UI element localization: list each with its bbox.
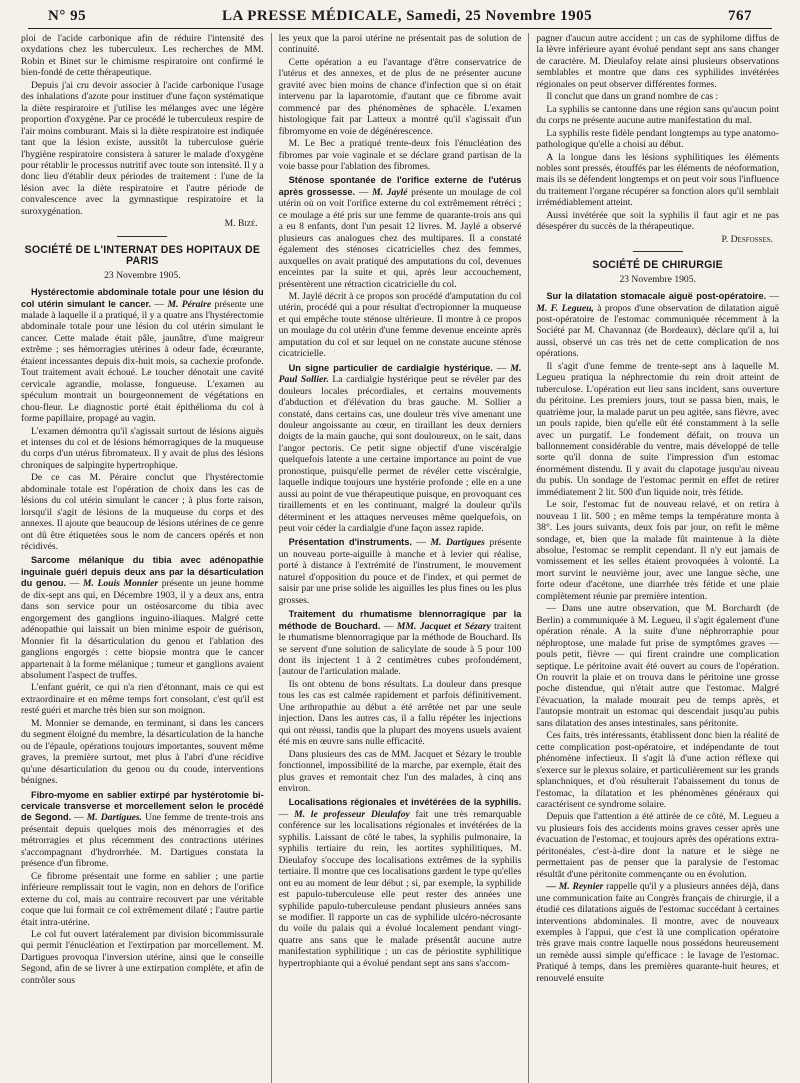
paragraph: Ils ont obtenu de bons résultats. La douleur dans presque tous les cas est calmée rapidement et parfois définitivement. Une arthropathie au début a été arrêtée net par une seule injection. Dans les autres cas, il a fallu répéter les injections qui ont réussi, tandis que la plupart des moyens usuels avaient été mis en œuvre sans nulle efficacité. xyxy=(278,678,522,748)
paragraph: ploi de l'acide carbonique afin de réduire l'intensité des oxydations chez les tuberculeux. Les recherches de MM. Robin et Binet sur le chimisme respiratoire ont confirmé le bien-fondé de cette thérapeutique. xyxy=(21,33,264,79)
article-heading: Un signe particulier de cardialgie hystérique. xyxy=(288,362,493,373)
column-1 xyxy=(14,33,271,1083)
paragraph: Il conclut que dans un grand nombre de cas : xyxy=(546,91,719,103)
paragraph: La syphilis se cantonne dans une région sans qu'aucun point du corps ne présente aucune autre manifestation du mal. xyxy=(536,103,780,127)
article xyxy=(536,881,779,984)
column-2 xyxy=(271,33,529,1083)
section-date: 23 Novembre 1905. xyxy=(619,273,696,285)
paragraph: Il s'agit d'une femme de trente-sept ans à laquelle M. Legueu pratiqua la néphrectomie du rein droit atteint de tuberculose. L'opération eut lieu sans incident, sans ouverture du péritoine. Les premiers jours, tout se passa bien, mais, le quatrième jour, la malade parut un peu agitée, sans fièvre, avec un pouls rapide, bien qu'elle eût été constamment à la selle avec un purgatif. Le fondement défait, on trouva un ballonnement considérable du ventre, mais développé de telle sorte qu'il donna de suite l'impression d'un estomac énormément distendu. Il y avait du clapotage jusqu'au niveau du pubis. Un sondage de l'estomac permit en effet de retirer immédiatement 2 lit. 500 d'un liquide noir, très fétide. xyxy=(536,360,780,498)
article-text: présente un jeune homme de dix-sept ans qui, en Décembre 1903, il y a deux ans, entra dans son service pour un ostéosarcome du tibia avec engorgement des ganglions inguino-iliaques. Malgré cette adénopathie qui laissait un bien minime espoir de guérison, Monnier fit la désarticulation du genou et l'ablation des ganglions engorgés : cette biopsie montra que le cancer appartenait à la forme mélanique ; tumeur et ganglions avaient absolument l'aspect de truffes. xyxy=(21,578,264,682)
article-author: — M. Reynier xyxy=(546,881,604,893)
article: Fibro-myome en sablier extirpé par hystérotomie bi-cervicale transverse et morcellement selon le procédé de Segond. — M. Dartigues. Une femme de trente-trois ans présentait depuis quelques mois des ménorragies et des métrorragies et plus récemment des contractions utérines s'accompagnant d'hydrorrhée. M. Dartigues constata la présence d'un fibrome. xyxy=(21,789,264,870)
article-text: La cardialgie hystérique peut se révéler par des douleurs locales précordiales, et certains mouvements d'abduction et d'élévation du bras gauche. M. Sollier a constaté, dans certains cas, une douleur très vive amenant une douleur angoissante au cœur, en tiraillant les deux derniers doigts de la main gauche, qui sont douloureux, on le sait, dans l'angor pectoris. Ce petit signe objectif d'une viscéralgie quelquefois latente a une certaine importance au point de vue pronostique, puisqu'elle permet de révéler cette viscéralgie, laquelle indique toujours une hystérie profonde ; elle en a une aussi au point de vue thérapeutique puisque, en provoquant ces tiraillements et en les continuant, malgré la douleur qu'ils déterminent et les attaques nerveuses même quelquefois, on peut voir céder la cardialgie d'une façon assez rapide. xyxy=(278,374,522,535)
section-title: SOCIÉTÉ DE L'INTERNAT DES HOPITAUX DE PARIS xyxy=(24,243,261,268)
article-heading: Sténose spontanée de l'orifice externe de l'utérus après grossesse. xyxy=(278,175,522,197)
paragraph: les yeux que la paroi utérine ne présentait pas de solution de continuité. xyxy=(278,33,522,56)
paragraph: Cette opération a eu l'avantage d'être conservatrice de l'utérus et des annexes, et de plus de ne présenter aucune gravité avec bien moins de chance d'infection que si on était intervenu par la laparotomie, d'autant que ce fibrome avait commencé par des phénomènes de sphacèle. L'examen histologique fait par Latteux a montré qu'il s'agissait d'un fibromyome en voie de dégénérescence. xyxy=(278,56,522,137)
article-author: MM. Jacquet et Sézary xyxy=(396,620,491,632)
paragraph: Ces faits, très intéressants, établissent donc bien la réalité de cette complication post-opératoire, et indépendante de tout phénomène infectieux. Il s'agit là d'une action réflexe qui s'exerce sur le plexus solaire, et particulièrement sur les grands splanchniques, et d'où résulterait l'abaissement du tonus de l'estomac, la dilatation et les phénomènes généraux qui caractérisent ce syndrome solaire. xyxy=(536,730,780,810)
article-heading: Sarcome mélanique du tibia avec adénopathie inguinale guéri depuis deux ans par la désarticulation du genou. xyxy=(21,555,264,589)
paragraph: Depuis j'ai cru devoir associer à l'acide carbonique l'usage des inhalations d'azote pour instituer d'une façon systématique la diète respiratoire et j'utilise les mélanges avec une légère proportion d'oxygène. Par ce procédé le tuberculeux respire de l'air moins comburant. Mais si la diète respiratoire est indiquée tant que la lésion existe, aussitôt la tuberculose guérie l'hygiène respiratoire consistera à saturer le malade d'oxygène pour rétablir le processus nutritif avec toute son intensité. Il y a donc lieu d'établir deux périodes de traitement : l'une de la lésion avec la diète respiratoire et l'autre période de convalescence avec la gymnastique respiratoire et la suroxygénation. xyxy=(21,79,264,217)
article: Sur la dilatation stomacale aiguë post-opératoire. — M. F. Legueu, à propos d'une observation de dilatation aiguë post-opératoire de l'estomac communiquée récemment à la Société par M. Chavannaz (de Bordeaux), déclare qu'il a, lui aussi, observé un cas très net de cette complication de nos opérations. xyxy=(536,291,780,360)
paragraph: Ce fibrome présentait une forme en sablier ; une partie inférieure remplissait tout le vagin, non en dehors de l'orifice externe du col, mais au contraire recouvert par une véritable coque que lui formait ce col extrêmement dilaté ; l'autre partie était intra-utérine. xyxy=(21,870,264,928)
paragraph: Aussi invétérée que soit la syphilis il faut agir et ne pas désespérer du succès de la thérapeutique. xyxy=(536,209,780,233)
paragraph: Le col fut ouvert latéralement par division bicommissurale qui permit l'énucléation et l'extirpation par morcellement. M. Dartigues provoqua l'inversion utérine, ainsi que le conseille Segond, afin de se livrer à une extirpation complète, et afin de contrôler sous xyxy=(21,928,264,986)
article-text: rappelle qu'il y a plusieurs années déjà, dans une communication faite au Congrès français de chirurgie, il a étudié ces dilatations aiguës de l'estomac succédant à certaines interventions abdominales. Il montre, avec de nouveaux exemples à l'appui, que c'est là une complication opératoire très grave mais contre laquelle nous possédons heureusement un remède aussi simple qu'efficace : le lavage de l'estomac. Pratiqué à temps, dans les premières quarante-huit heures, et renouvelé ensuite xyxy=(536,881,780,984)
article-heading: Présentation d'instruments. xyxy=(288,537,412,548)
issue-number: N° 95 xyxy=(48,8,87,24)
article-text: présente un nouveau porte-aiguille à manche et à levier qui réalise, porté à distance à l'extrémité de l'instrument, le mouvement naturel d'opposition du pouce et de l'index, et qui permet de saisir par une prise solide les aiguilles les plus fines ou les plus grosses. xyxy=(278,537,522,606)
article-author: M. F. Legueu, xyxy=(536,302,594,314)
article-heading: Traitement du rhumatisme blennorragique par la méthode de Bouchard. xyxy=(278,609,522,631)
separator xyxy=(117,236,167,237)
page-header xyxy=(14,8,786,28)
article-author: M. Jaylé xyxy=(372,186,408,198)
paragraph: Le soir, l'estomac fut de nouveau relavé, et on retira à nouveau 1 lit. 500 ; en même temps la température monta à 38°. Les jours suivants, deux fois par jour, on refit le même sondage, et, bien que la malade fût maintenue à la diète absolue, l'estomac se remplit cependant. Il n'y eut jamais de vomissement et les selles étaient provoquées à volonté. La mort survint le neuvième jour, avec une langue sèche, une forte odeur d'acétone, une diarrhée très fétide et une plaie complètement réunie par première intention. xyxy=(536,499,780,602)
article: Présentation d'instruments. — M. Dartigues présente un nouveau porte-aiguille à manche et à levier qui réalise, porté à distance à l'extrémité de l'instrument, le mouvement naturel d'opposition du pouce et de l'index, et qui permet de saisir par une prise solide les aiguilles les plus fines ou les plus grosses. xyxy=(278,537,522,606)
article-text: fait une très remarquable conférence sur les localisations régionales et invétérées de la syphilis. Laissant de côté le tabes, la syphilis pulmonaire, la syphilis tertiaire du rein, les aortites syphilitiques, M. Dieulafoy s'occupe des localisations extrêmes de la syphilis tertiaire. Il montre que ces localisations gardent le type qu'elles ont eu au moment de leur début ; si, par exemple, la syphilide est papulo-tuberculeuse elle peut rester des années une syphilide papulo-tuberculeuse pendant plusieurs années sans se modifier. Il rapporte un cas de syphilide ulcéro-nécrosante du voile du palais qui a évolué localement pendant vingt-quatre ans sans que le malade présentât aucune autre manifestation syphilitique ; un cas de périostite syphilitique hypertrophiante qui a évolué pendant sept ans sans s'accom- xyxy=(278,808,522,969)
article-text: présente une malade à laquelle il a pratiqué, il y a quatre ans l'hystérectomie abdominale totale pour une lésion du col utérin simulant le cancer. Cette malade était pâle, jaunâtre, d'une maigreur extrême ; ses hémorragies utérines à odeur fade, écœurante, étaient incessantes depuis dix-huit mois, sa cachexie profonde. Tout traitement avait échoué. Le toucher dénotait une cavité cervicale agrandie, molasse, fongueuse. L'examen au spéculum montrait un bourgeonnement de végétations en chou-fleur. Le diagnostic porté était épithélioma du col à forme papillaire, propagé au vagin. xyxy=(21,298,264,425)
article-author: M. le professeur Dieulafoy xyxy=(294,808,410,820)
header-rule xyxy=(28,28,772,29)
paragraph: M. Jaylé décrit à ce propos son procédé d'amputation du col utérin, procédé qui a pour résultat d'ectropionner la muqueuse et qui empêche toute sténose ultérieure. Il montre à ce propos un moulage du col utérin d'une femme devenue enceinte après amputation du col et sur lequel on ne constate aucune sténose cicatricielle. xyxy=(278,290,522,360)
article-heading: Hystérectomie abdominale totale pour une lésion du col utérin simulant le cancer. xyxy=(21,287,264,309)
paragraph: M. Le Bec a pratiqué trente-deux fois l'énucléation des fibromes par voie vaginale et se déclare grand partisan de la voie basse pour l'ablation des fibromes. xyxy=(278,138,522,172)
section-title: SOCIÉTÉ DE CHIRURGIE xyxy=(592,259,723,272)
paragraph: Depuis que l'attention a été attirée de ce côté, M. Legueu a vu plusieurs fois des accidents moins graves cesser après une évacuation de l'estomac, et toujours après des opérations extra-péritonéales, c'est-à-dire dont la nature et le siège ne permettaient pas de penser que la paralysie de l'estomac résultât d'une péritonite commençante ou en évolution. xyxy=(536,811,780,880)
article: Localisations régionales et invétérées de la syphilis. — M. le professeur Dieulafoy fait une très remarquable conférence sur les localisations régionales et invétérées de la syphilis. Laissant de côté le tabes, la syphilis pulmonaire, la syphilis tertiaire du rein, les aortites syphilitiques, M. Dieulafoy s'occupe des localisations extrêmes de la syphilis tertiaire. Il montre que ces localisations gardent le type qu'elles ont eu au moment de leur début ; si, par exemple, la syphilide est papulo-tuberculeuse elle peut rester des années une syphilide papulo-tuberculeuse pendant plusieurs années sans se modifier. Il rapporte un cas de syphilide ulcéro-nécrosante du voile du palais qui a évolué localement pendant vingt-quatre ans sans que le malade présentât aucune autre manifestation syphilitique ; un cas de périostite syphilitique hypertrophiante qui a évolué pendant sept ans sans s'accom- xyxy=(278,797,522,969)
journal-title: LA PRESSE MÉDICALE, Samedi, 25 Novembre 1905 xyxy=(222,8,593,24)
separator xyxy=(633,251,683,252)
article-author: M. Louis Monnier xyxy=(82,578,159,590)
article-author: M. Péraire xyxy=(167,298,212,310)
article: Un signe particulier de cardialgie hystérique. — M. Paul Sollier. La cardialgie hystérique peut se révéler par des douleurs locales précordiales, et certains mouvements d'abduction et d'élévation du bras gauche. M. Sollier a constaté, dans certains cas, une douleur très vive amenant une douleur angoissante au cœur, en tiraillant les deux derniers doigts de la main gauche, qui sont douloureux, on le sait, dans l'angor pectoris. Ce petit signe objectif d'une viscéralgie quelquefois latente a une certaine importance au point de vue pronostique, puisqu'elle permet de révéler cette viscéralgie, laquelle indique toujours une hystérie profonde ; elle en a une aussi au point de vue thérapeutique puisque, en provoquant ces tiraillements et en les continuant, malgré la douleur qu'ils déterminent et les attaques nerveuses même quelquefois, on peut voir céder la cardialgie d'une façon assez rapide. xyxy=(278,362,522,535)
paragraph: De ce cas M. Péraire conclut que l'hystérectomie abdominale totale est l'opération de choix dans les cas de lésions du col utérin simulant le cancer ; à plus forte raison, lorsqu'il s'agit de lésions de la muqueuse du corps et des annexes. Il ajoute que beaucoup de lésions utérines de ce genre ont dû être étiquetées sous le nom de cancers opérés et non récidivés. xyxy=(21,472,264,553)
article-author: M. Dartigues xyxy=(430,537,485,549)
article-text: traitent le rhumatisme blennorragique par la méthode de Bouchard. Ils se servent d'une solution de salicylate de soude à 5 pour 100 dont ils injectent 1 à 2 centimètres cubes profondément, [autour de l'articulation malade. xyxy=(278,620,522,678)
paragraph: M. Monnier se demande, en terminant, si dans les cancers du segment éloigné du membre, la désarticulation de la hanche ou de l'épaule, opérations toujours importantes, souvent même graves, la première surtout, met plus à l'abri d'une récidive qu'une désarticulation du genou ou du coude, interventions bénignes. xyxy=(21,717,264,787)
paragraph: A la longue dans les lésions syphilitiques les éléments nobles sont pressés, étouffés par les éléments de néoformation, mais ils se défendent longtemps et on peut voir sous l'influence du traitement l'organe récupérer sa fonction alors qu'il semblait irrémédiablement atteint. xyxy=(536,151,780,209)
article-text: à propos d'une observation de dilatation aiguë post-opératoire de l'estomac communiquée récemment à la Société par M. Chavannaz (de Bordeaux), déclare qu'il a, lui aussi, observé un cas très net de cette complication de nos opérations. xyxy=(536,302,780,360)
article-text: présente un moulage de col utérin où on voit l'orifice externe du col extrêmement rétréci ; ce moulage a été pris sur une femme de quarante-trois ans qui a eu 8 enfants, dont l'un pesait 12 livres. M. Jaylé a observé plusieurs cas analogues chez des multipares. Il a constaté également des sténoses cicatricielles chez des femmes, auxquelles on avait pratiqué des amputations du col, devenues enceintes par la suite et qui, après leur accouchement, présentèrent une rétraction cicatricielle du col. xyxy=(278,186,522,290)
article-heading: Sur la dilatation stomacale aiguë post-opératoire. xyxy=(546,291,767,302)
paragraph: Dans plusieurs des cas de MM. Jacquet et Sézary le trouble fonctionnel, impossibilité de la marche, par exemple, était des plus graves et remontait chez l'un des malades, à cinq ans environ. xyxy=(278,748,522,794)
column-3 xyxy=(528,33,786,1083)
paragraph: — Dans une autre observation, que M. Borchardt (de Berlin) a communiquée à M. Legueu, il s'agit également d'une opération rénale. A la suite d'une néphrorraphie pour néphroptose, une malade fut prise de symptômes graves — pouls petit, fièvre — qui firent craindre une complication septique. Le péritoine avait été ouvert au cours de l'opération. On rouvrit la plaie et on trouva dans le péritoine une grosse poche distendue, qui n'était autre que l'estomac. Malgré l'évacuation, la malade mourait peu de temps après, et l'autopsie montrait un estomac qui descendait jusqu'au pubis sans dilatation des anses intestinales, sans péritonite. xyxy=(536,603,780,729)
article-heading: Localisations régionales et invétérées de la syphilis. xyxy=(288,797,522,808)
article: Traitement du rhumatisme blennorragique par la méthode de Bouchard. — MM. Jacquet et Sézary traitent le rhumatisme blennorragique par la méthode de Bouchard. Ils se servent d'une solution de salicylate de soude à 5 pour 100 dont ils injectent 1 à 2 centimètres cubes profondément, [autour de l'articulation malade. xyxy=(278,609,522,678)
paragraph: pagner d'aucun autre accident ; un cas de syphilome diffus de la lèvre inférieure ayant évolué pendant sept ans sans changer de caractère. M. Dieulafoy relate ainsi plusieurs observations semblables et montre que dans ces syphilides invétérées régionales on peut observer différentes formes. xyxy=(536,33,780,90)
article: Sarcome mélanique du tibia avec adénopathie inguinale guéri depuis deux ans par la désarticulation du genou. — M. Louis Monnier présente un jeune homme de dix-sept ans qui, en Décembre 1903, il y a deux ans, entra dans son service pour un ostéosarcome du tibia avec engorgement des ganglions inguino-iliaques. Malgré cette adénopathie qui laissait un bien minime espoir de guérison, Monnier fit la désarticulation du genou et l'ablation des ganglions engorgés : cette biopsie montra que le cancer appartenait à la forme mélanique ; tumeur et ganglions avaient absolument l'aspect de truffes. xyxy=(21,555,264,682)
text-columns xyxy=(14,33,786,1083)
paragraph: L'enfant guérit, ce qui n'a rien d'étonnant, mais ce qui est extraordinaire et en même temps fort consolant, c'est qu'il est resté guéri et marche très bien sur son moignon. xyxy=(21,682,264,717)
section-date: 23 Novembre 1905. xyxy=(104,269,181,281)
signature: M. Bizé. xyxy=(224,218,258,230)
article-heading: Fibro-myome en sablier extirpé par hystérotomie bi-cervicale transverse et morcellement selon le procédé de Segond. xyxy=(21,789,264,823)
paragraph: L'examen démontra qu'il s'agissait surtout de lésions aiguës et intenses du col et de lésions hémorragiques de la muqueuse du corps d'un utérus fibromateux. Il y avait de plus des lésions chroniques de salpingite hypertrophique. xyxy=(21,425,264,471)
article-author: M. Paul Sollier. xyxy=(278,362,522,386)
article: Sténose spontanée de l'orifice externe de l'utérus après grossesse. — M. Jaylé présente un moulage de col utérin où on voit l'orifice externe du col extrêmement rétréci ; ce moulage a été pris sur une femme de quarante-trois ans qui a eu 8 enfants, dont l'un pesait 12 livres. M. Jaylé a observé plusieurs cas analogues chez des multipares. Il a constaté également des sténoses cicatricielles chez des femmes, auxquelles on avait pratiqué des amputations du col, devenues enceintes par la suite et qui, après leur accouchement, présentèrent une rétraction cicatricielle du col. xyxy=(278,175,522,290)
article-author: M. Dartigues. xyxy=(86,812,143,824)
signature: P. Desfosses. xyxy=(721,233,774,245)
page-number: 767 xyxy=(728,8,752,24)
article: Hystérectomie abdominale totale pour une lésion du col utérin simulant le cancer. — M. Péraire présente une malade à laquelle il a pratiqué, il y a quatre ans l'hystérectomie abdominale totale pour une lésion du col utérin simulant le cancer. Cette malade était pâle, jaunâtre, d'une maigreur extrême ; ses hémorragies utérines à odeur fade, écœurante, étaient incessantes depuis dix-huit mois, sa cachexie profonde. Tout traitement avait échoué. Le toucher dénotait une cavité cervicale agrandie, molasse, fongueuse. L'examen au spéculum montrait un bourgeonnement de végétations en chou-fleur. Le diagnostic porté était épithélioma du col à forme papillaire, propagé au vagin. xyxy=(21,287,264,425)
paragraph: La syphilis reste fidèle pendant longtemps au type anatomo-pathologique qu'elle a choisi au début. xyxy=(536,127,780,151)
article-text: Une femme de trente-trois ans présentait depuis quelques mois des ménorragies et des métrorragies et plus récemment des contractions utérines s'accompagnant d'hydrorrhée. M. Dartigues constata la présence d'un fibrome. xyxy=(21,812,264,870)
